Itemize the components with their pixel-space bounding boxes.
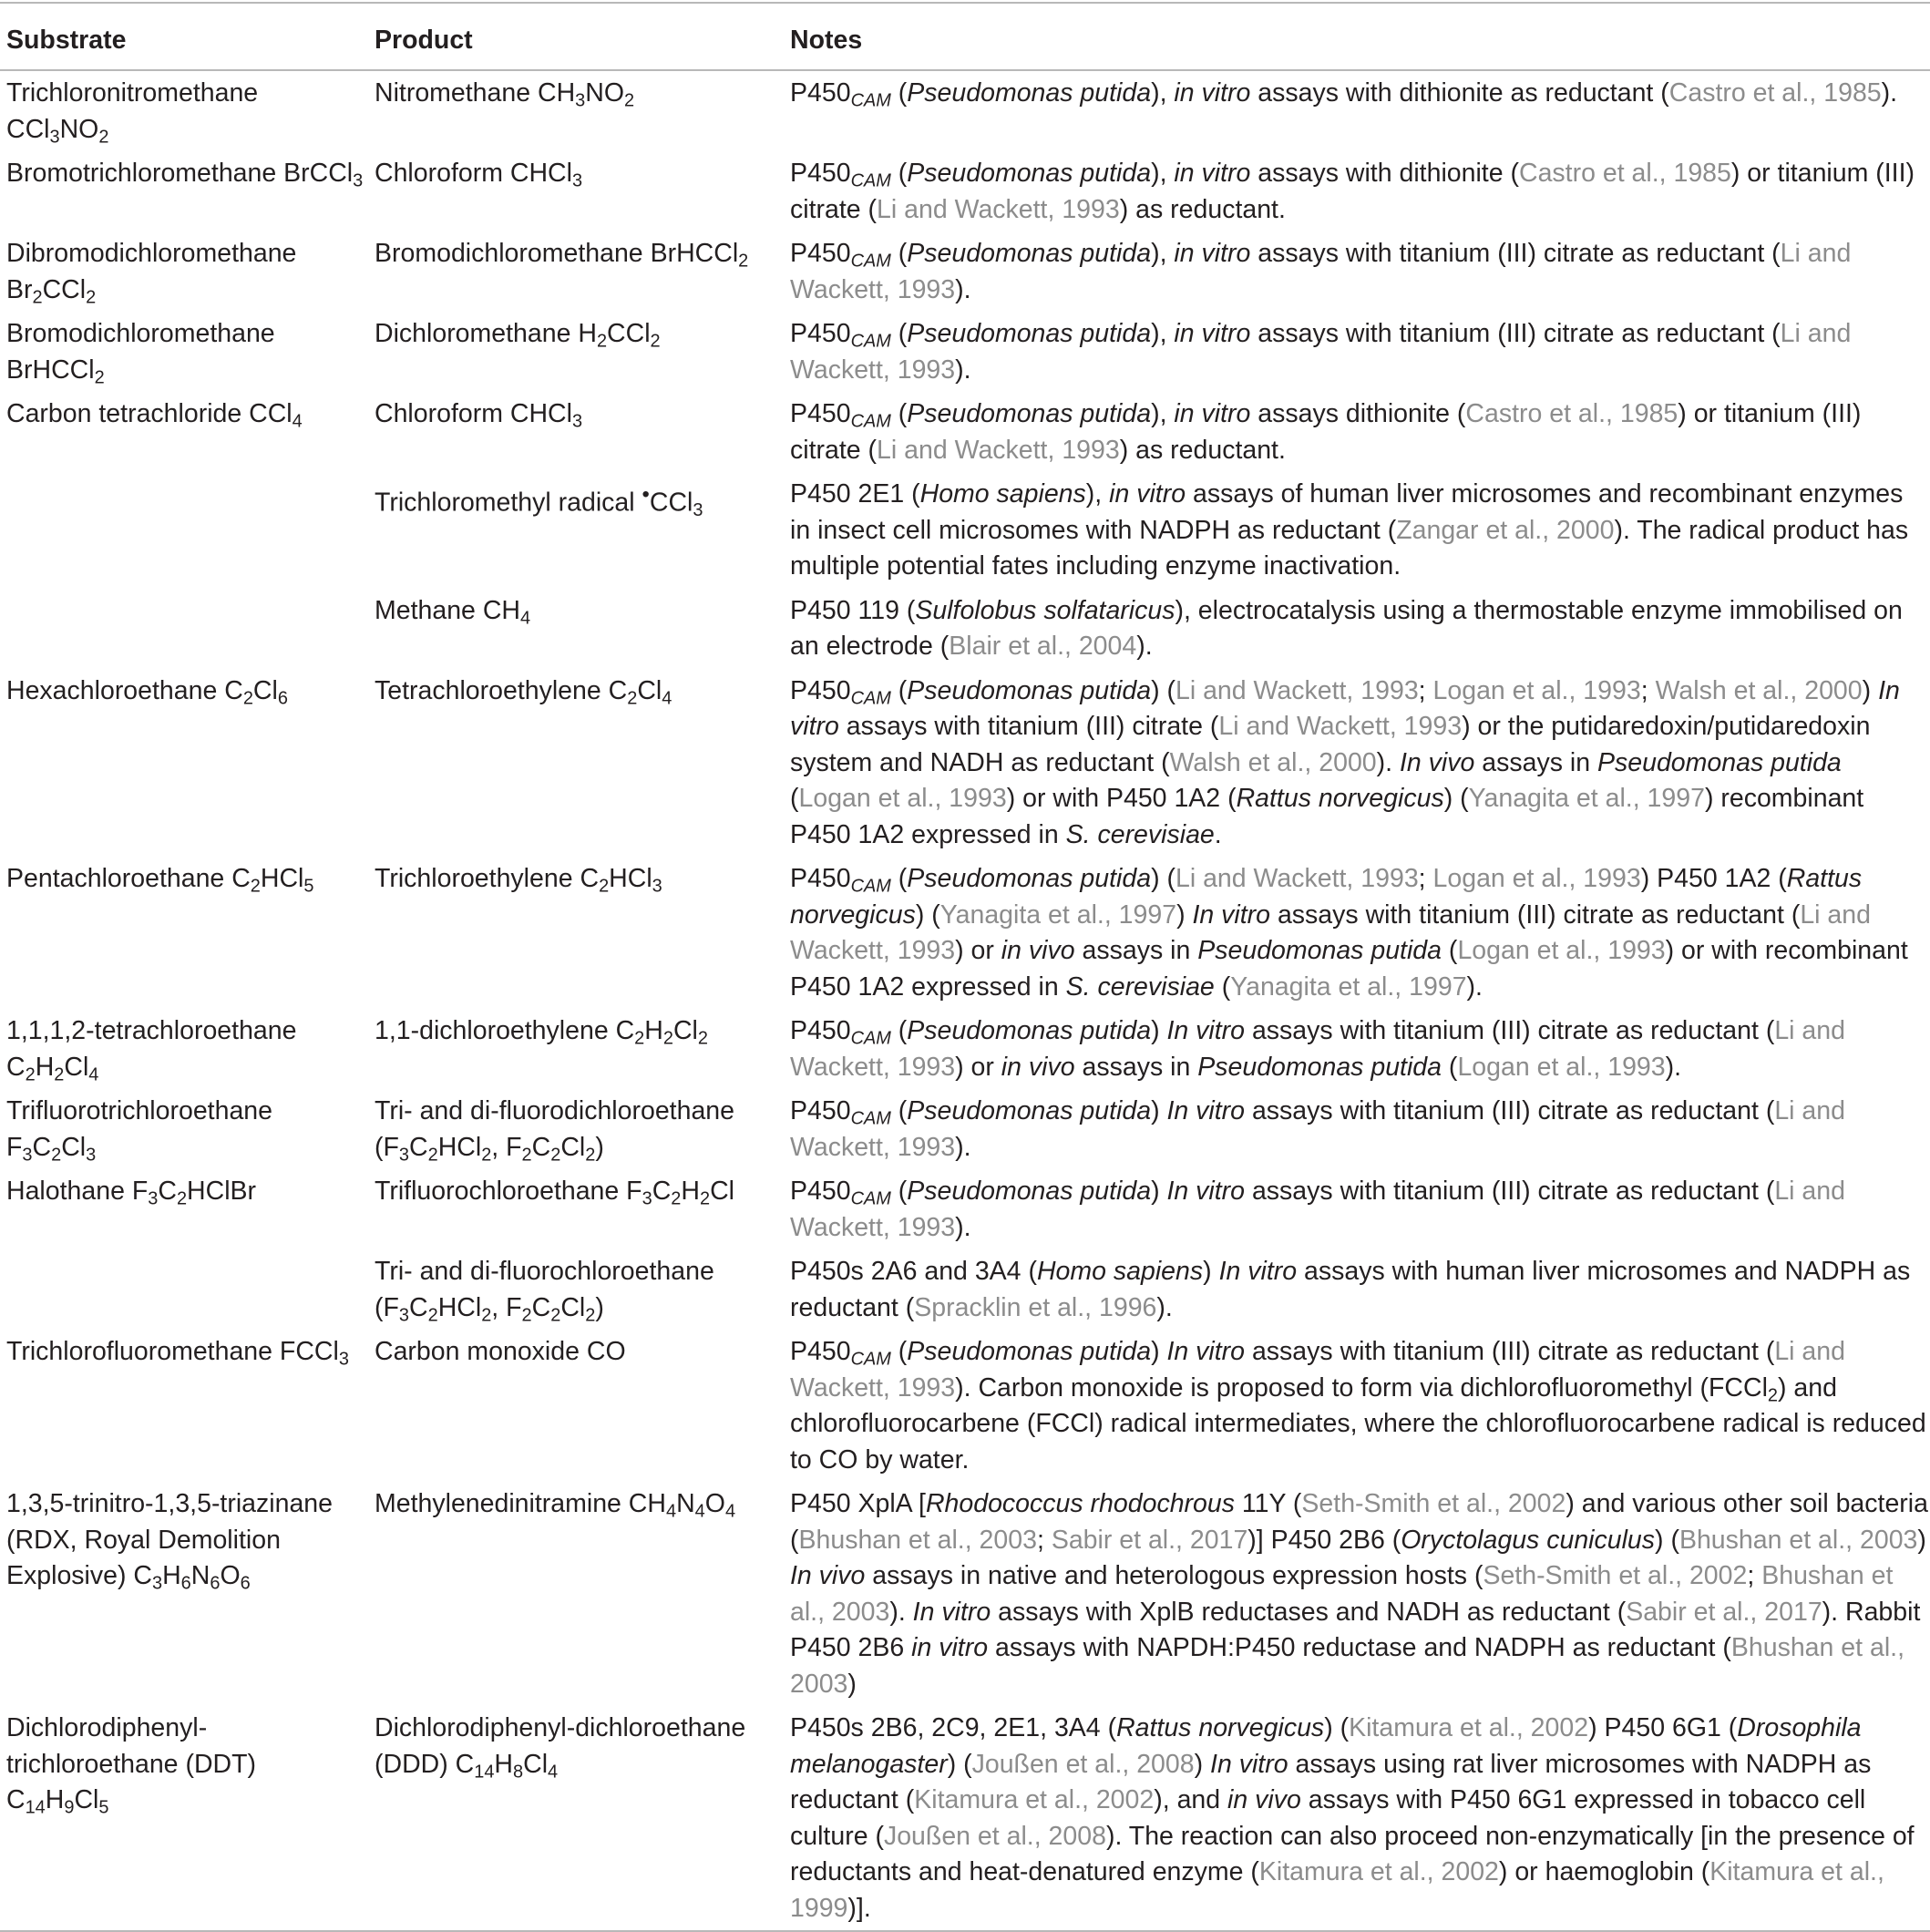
table-cell-notes: $P450_{CAM}$ (Pseudomonas putida) In vitro assays with titanium (III) citrate as reductant (Li and Wackett, 1993). <box>790 1096 1845 1162</box>
table-cell-substrate: Dibromodichloromethane $Br_2CCl_2$ <box>6 239 297 308</box>
table-cell-substrate <box>0 589 370 669</box>
table-cell-notes: P450 XplA [Rhodococcus rhodochrous 11Y (Seth-Smith et al., 2002) and various other soil bacteria (Bhushan et al., 2003; Sabir et al., 2017)] P450 2B6 (Oryctolagus cuniculus) (Bhushan et al., 2003) In vivo assays in native and heterologous expression hosts (Seth-Smith et al., 2002; Bhushan et al., 2003). In vitro assays with XplB reductases and NADH as reductant (Sabir et al., 2017). Rabbit P450 2B6 in vitro assays with NAPDH:P450 reductase and NADPH as reductant (Bhushan et al., 2003) <box>790 1489 1928 1699</box>
header-notes: Notes <box>789 4 1930 71</box>
table-cell-substrate: Bromotrichloromethane BrCCl$_3$ <box>6 159 364 191</box>
table-cell-substrate: Trichloronitromethane $CCl_3NO_2$ <box>6 78 259 148</box>
table-cell-product: Trichloroethylene $C_2HCl_3$ <box>375 864 662 897</box>
table-cell-substrate: Halothane $F_3C_2HClBr$ <box>6 1177 257 1209</box>
table-cell-product: Chloroform CHCl$_3$ <box>375 159 583 191</box>
data-table <box>0 2 1930 1932</box>
table-cell-product: Tri- and di-fluorodichloroethane ($F_3C_2HCl_2$, $F_2C_2Cl_2$) <box>375 1096 734 1166</box>
table-cell-substrate: Carbon tetrachloride CCl$_4$ <box>6 399 303 432</box>
table-cell-product: Chloroform CHCl$_3$ <box>375 399 583 432</box>
table-cell-substrate: 1,1,1,2-tetrachloroethane $C_2H_2Cl_4$ <box>6 1016 297 1085</box>
table-cell-substrate: Trifluorotrichloroethane $F_3C_2Cl_3$ <box>6 1096 272 1166</box>
table-cell-product: 1,1-dichloroethylene $C_2H_2Cl_2$ <box>375 1016 708 1049</box>
table-cell-product: Trichloromethyl radical •CCl$_3$ <box>375 482 703 521</box>
table-cell-product: Carbon monoxide CO <box>375 1337 626 1366</box>
table-cell-product: Tetrachloroethylene $C_2Cl_4$ <box>375 675 672 709</box>
table-cell-notes: P450 119 (Sulfolobus solfataricus), electrocatalysis using a thermostable enzyme immobilised on an electrode (Blair et al., 2004). <box>790 595 1903 661</box>
table-cell-notes: $P450_{CAM}$ (Pseudomonas putida), in vitro assays with titanium (III) citrate as reductant (Li and Wackett, 1993). <box>790 319 1852 385</box>
table-cell-notes: $P450_{CAM}$ (Pseudomonas putida) In vitro assays with titanium (III) citrate as reductant (Li and Wackett, 1993). Carbon monoxide is proposed to form via dichlorofluoromethyl (FCCl$_2$) and chlorofluorocarbene (FCCl) radical intermediates, where the chlorofluorocarbene radical is reduced to CO by water. <box>790 1337 1926 1475</box>
header-substrate: Substrate <box>0 4 370 71</box>
table-cell-notes: $P450_{CAM}$ (Pseudomonas putida), in vitro assays dithionite (Castro et al., 1985) or titanium (III) citrate (Li and Wackett, 1993) as reductant. <box>790 399 1862 465</box>
table-cell-product: Tri- and di-fluorochloroethane ($F_3C_2HCl_2$, $F_2C_2Cl_2$) <box>375 1257 714 1326</box>
table-cell-substrate: Dichlorodiphenyl-trichloroethane (DDT) $C_{14}H_9Cl_5$ <box>6 1713 257 1818</box>
table-cell-notes: $P450_{CAM}$ (Pseudomonas putida), in vitro assays with titanium (III) citrate as reductant (Li and Wackett, 1993). <box>790 239 1852 304</box>
table-cell-substrate <box>0 1249 370 1330</box>
table-cell-product: Bromodichloromethane BrHCCl$_2$ <box>375 239 749 272</box>
table-cell-notes: P450s 2B6, 2C9, 2E1, 3A4 (Rattus norvegicus) (Kitamura et al., 2002) P450 6G1 (Drosophila melanogaster) (Joußen et al., 2008) In vitro assays using rat liver microsomes with NADPH as reductant (Kitamura et al., 2002), and in vivo assays with P450 6G1 expressed in tobacco cell culture (Joußen et al., 2008). The reaction can also proceed non-enzymatically [in the presence of reductants and heat-denatured enzyme (Kitamura et al., 2002) or haemoglobin (Kitamura et al., 1999)]. <box>790 1713 1915 1923</box>
table-cell-notes: $P450_{CAM}$ (Pseudomonas putida) In vitro assays with titanium (III) citrate as reductant (Li and Wackett, 1993) or in vivo assays in Pseudomonas putida (Logan et al., 1993). <box>790 1016 1845 1082</box>
table-cell-substrate <box>0 472 370 589</box>
table-cell-notes: $P450_{CAM}$ (Pseudomonas putida), in vitro assays with dithionite as reductant (Castro et al., 1985). <box>790 78 1898 111</box>
table-cell-notes: $P450_{CAM}$ (Pseudomonas putida) (Li and Wackett, 1993; Logan et al., 1993; Walsh et al., 2000) In vitro assays with titanium (III) citrate (Li and Wackett, 1993) or the putidaredoxin/putidaredoxin system and NADH as reductant (Walsh et al., 2000). In vivo assays in Pseudomonas putida (Logan et al., 1993) or with P450 1A2 (Rattus norvegicus) (Yanagita et al., 1997) recombinant P450 1A2 expressed in S. cerevisiae. <box>790 675 1900 849</box>
table-cell-product: Dichlorodiphenyl-dichloroethane (DDD) $C_{14}H_8Cl_4$ <box>375 1713 746 1783</box>
table-cell-substrate: Hexachloroethane $C_2Cl_6$ <box>6 675 288 709</box>
table-cell-product: Methane $CH_4$ <box>375 595 531 629</box>
table-cell-notes: $P450_{CAM}$ (Pseudomonas putida) In vitro assays with titanium (III) citrate as reductant (Li and Wackett, 1993). <box>790 1177 1845 1242</box>
table-cell-product: Methylenedinitramine $CH_4N_4O_4$ <box>375 1489 736 1522</box>
table-cell-notes: P450 2E1 (Homo sapiens), in vitro assays of human liver microsomes and recombinant enzymes in insect cell microsomes with NADPH as reductant (Zangar et al., 2000). The radical product has multiple potential fates including enzyme inactivation. <box>790 479 1909 581</box>
table-cell-product: Trifluorochloroethane $F_3C_2H_2Cl$ <box>375 1177 734 1209</box>
table-cell-substrate: 1,3,5-trinitro-1,3,5-triazinane (RDX, Royal Demolition Explosive) $C_3H_6N_6O_6$ <box>6 1489 334 1594</box>
table-cell-product: Nitromethane $CH_3NO_2$ <box>375 78 635 111</box>
table-cell-substrate: Trichlorofluoromethane FCCl$_3$ <box>6 1337 349 1370</box>
table-cell-notes: $P450_{CAM}$ (Pseudomonas putida), in vitro assays with dithionite (Castro et al., 1985) or titanium (III) citrate (Li and Wackett, 1993) as reductant. <box>790 159 1915 224</box>
table-cell-substrate: Pentachloroethane $C_2HCl_5$ <box>6 864 314 897</box>
table-cell-substrate: Bromodichloromethane BrHCCl$_2$ <box>6 319 275 388</box>
table-cell-notes: $P450_{CAM}$ (Pseudomonas putida) (Li and Wackett, 1993; Logan et al., 1993) P450 1A2 (Rattus norvegicus) (Yanagita et al., 1997) In vitro assays with titanium (III) citrate as reductant (Li and Wackett, 1993) or in vivo assays in Pseudomonas putida (Logan et al., 1993) or with recombinant P450 1A2 expressed in S. cerevisiae (Yanagita et al., 1997). <box>790 864 1908 1002</box>
table-cell-notes: P450s 2A6 and 3A4 (Homo sapiens) In vitro assays with human liver microsomes and NADPH as reductant (Spracklin et al., 1996). <box>790 1257 1911 1322</box>
header-product: Product <box>370 4 789 71</box>
table-cell-product: Dichloromethane $H_2CCl_2$ <box>375 319 661 352</box>
